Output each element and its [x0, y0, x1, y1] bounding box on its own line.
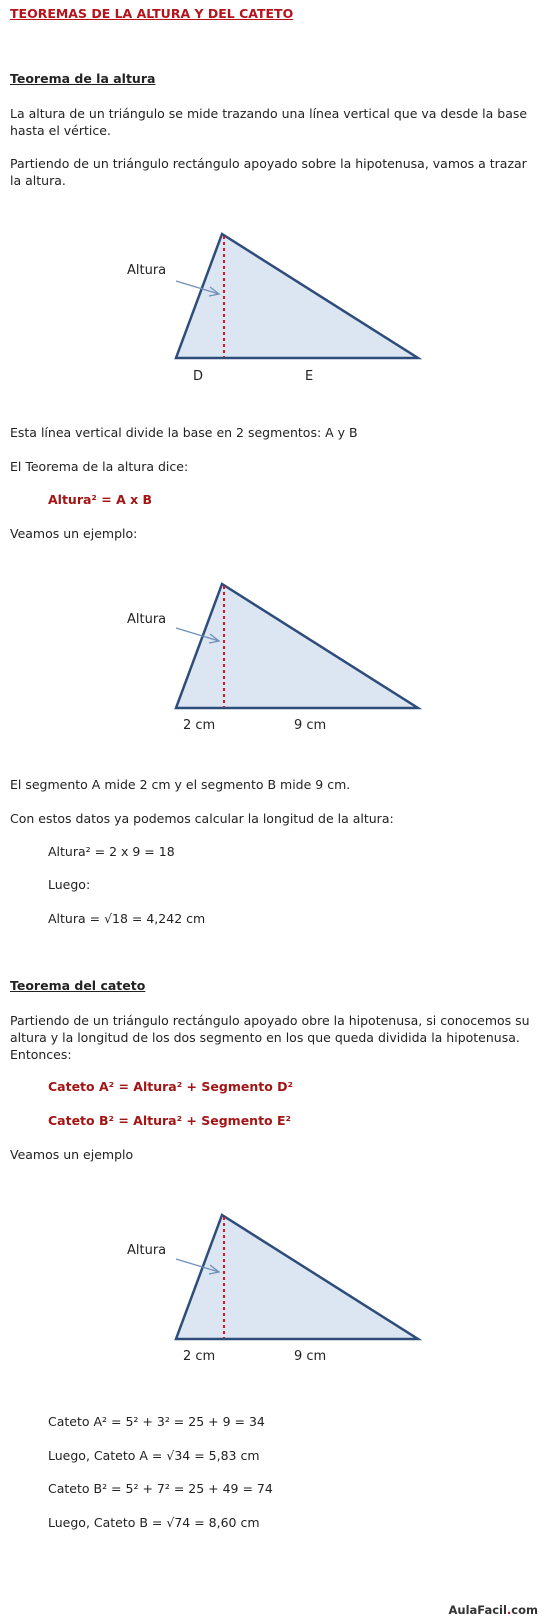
paragraph: La altura de un triángulo se mide trazando una línea vertical que va desde la base hasta el vértice. [10, 106, 528, 138]
calc-line: Altura² = 2 x 9 = 18 [48, 844, 175, 859]
segment-e-label: E [305, 369, 314, 384]
segment-d-label: 2 cm [183, 1349, 216, 1364]
paragraph: El Teorema de la altura dice: [10, 459, 189, 474]
paragraph: Partiendo de un triángulo rectángulo apoyado obre la hipotenusa, si conocemos su altura y la longitud de los dos segmento en los que queda dividida la hipotenusa. Entonces: [10, 1013, 530, 1062]
calc-line: Luego: [48, 877, 91, 892]
calc-line: Luego, Cateto A = √34 = 5,83 cm [48, 1448, 260, 1463]
segment-e-label: 9 cm [294, 1349, 327, 1364]
paragraph: Esta línea vertical divide la base en 2 segmentos: A y B [10, 425, 358, 440]
paragraph: Veamos un ejemplo: [10, 526, 138, 541]
calc-line: Altura = √18 = 4,242 cm [48, 911, 206, 926]
formula-altura: Altura² = A x B [48, 492, 153, 507]
segment-b-label: 9 cm [294, 718, 327, 733]
page-title: TEOREMAS DE LA ALTURA Y DEL CATETO [10, 6, 294, 21]
paragraph: Partiendo de un triángulo rectángulo apoyado sobre la hipotenusa, vamos a trazar la altura. [10, 156, 527, 188]
segment-d-label: D [193, 369, 204, 384]
formula-cateto-a: Cateto A² = Altura² + Segmento D² [48, 1079, 293, 1094]
formula-cateto-b: Cateto B² = Altura² + Segmento E² [48, 1113, 291, 1128]
paragraph: Con estos datos ya podemos calcular la longitud de la altura: [10, 811, 394, 826]
altura-label: Altura [127, 1243, 167, 1258]
segment-a-label: 2 cm [183, 718, 216, 733]
section-heading-cateto: Teorema del cateto [10, 978, 146, 993]
calc-line: Cateto A² = 5² + 3² = 25 + 9 = 34 [48, 1414, 265, 1429]
triangle [176, 584, 418, 708]
triangle [176, 1215, 418, 1339]
paragraph: El segmento A mide 2 cm y el segmento B mide 9 cm. [10, 777, 351, 792]
calc-line: Luego, Cateto B = √74 = 8,60 cm [48, 1515, 260, 1530]
altura-label: Altura [127, 263, 167, 278]
footer-logo[interactable] [448, 1603, 538, 1617]
triangle-diagram-1 [0, 225, 544, 390]
calc-line: Cateto B² = 5² + 7² = 25 + 49 = 74 [48, 1481, 273, 1496]
paragraph: Veamos un ejemplo [10, 1147, 134, 1162]
altura-label: Altura [127, 612, 167, 627]
footer-brand: AulaFacil [448, 1603, 507, 1617]
footer-dot: . [506, 1603, 512, 1617]
triangle-diagram-3 [0, 1206, 544, 1371]
triangle-diagram-2 [0, 575, 544, 740]
section-heading-altura: Teorema de la altura [10, 71, 156, 86]
footer-tld: com [511, 1603, 538, 1617]
